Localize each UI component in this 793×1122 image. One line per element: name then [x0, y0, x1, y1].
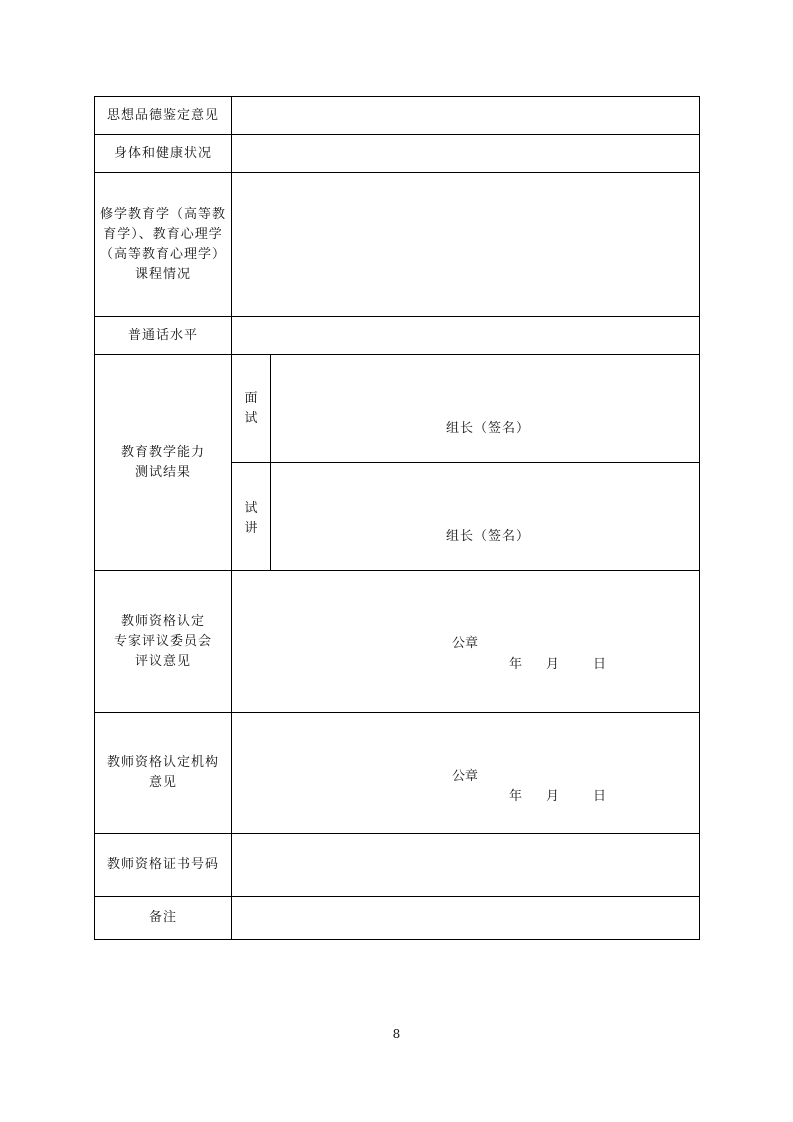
certificate-number-label: 教师资格证书号码 — [95, 834, 232, 896]
teacher-qualification-form — [94, 96, 700, 940]
committee-seal: 公章 — [452, 636, 479, 651]
mandarin-level-field[interactable] — [232, 317, 699, 354]
mandarin-level-label: 普通话水平 — [95, 317, 232, 354]
remarks-field[interactable] — [232, 897, 699, 939]
remarks-label: 备注 — [95, 897, 232, 939]
agency-opinion-field[interactable] — [232, 713, 699, 833]
agency-month: 月 — [546, 789, 560, 804]
lecture-section — [232, 463, 699, 570]
lecture-label: 试 讲 — [232, 463, 271, 570]
lecture-leader-signature[interactable]: 组长（签名） — [446, 529, 531, 544]
committee-opinion-row — [95, 571, 699, 713]
moral-evaluation-row — [95, 97, 699, 135]
committee-opinion-field[interactable] — [232, 571, 699, 712]
courses-field[interactable] — [232, 173, 699, 316]
agency-seal: 公章 — [452, 769, 479, 784]
courses-row — [95, 173, 699, 317]
committee-month: 月 — [546, 657, 560, 672]
remarks-row — [95, 897, 699, 939]
moral-evaluation-label: 思想品德鉴定意见 — [95, 97, 232, 134]
health-status-label: 身体和健康状况 — [95, 135, 232, 172]
health-status-row — [95, 135, 699, 173]
agency-opinion-row — [95, 713, 699, 834]
committee-year: 年 — [509, 657, 523, 672]
health-status-field[interactable] — [232, 135, 699, 172]
interview-section — [232, 355, 699, 463]
interview-leader-signature[interactable]: 组长（签名） — [446, 421, 531, 436]
mandarin-level-row — [95, 317, 699, 355]
committee-opinion-label: 教师资格认定 专家评议委员会 评议意见 — [95, 571, 232, 712]
moral-evaluation-field[interactable] — [232, 97, 699, 134]
agency-year: 年 — [509, 789, 523, 804]
courses-label: 修学教育学（高等教 育学）、教育心理学 （高等教育心理学） 课程情况 — [95, 173, 232, 316]
teaching-ability-label: 教育教学能力 测试结果 — [95, 355, 232, 570]
certificate-number-field[interactable] — [232, 834, 699, 896]
agency-day: 日 — [593, 789, 607, 804]
committee-day: 日 — [593, 657, 607, 672]
page-number: 8 — [392, 1027, 401, 1041]
certificate-number-row — [95, 834, 699, 897]
agency-opinion-label: 教师资格认定机构 意见 — [95, 713, 232, 833]
interview-label: 面 试 — [232, 355, 271, 462]
teaching-ability-row — [95, 355, 699, 571]
